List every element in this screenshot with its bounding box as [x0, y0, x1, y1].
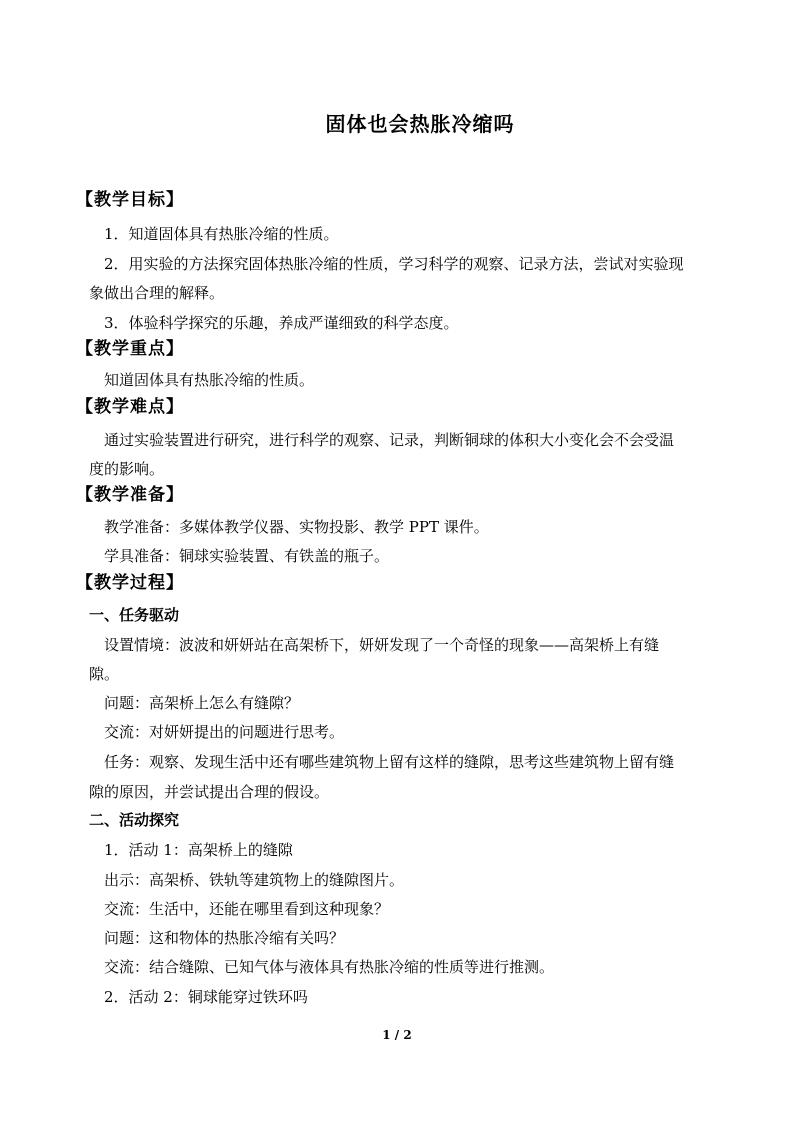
heading-goals: 【教学目标】: [76, 190, 184, 210]
task-4-line-1: 任务：观察、发现生活中还有哪些建筑物上留有这样的缝隙，思考这些建筑物上留有缝: [104, 753, 675, 771]
heading-difficulties: 【教学难点】: [76, 397, 184, 417]
activity-2: 出示：高架桥、铁轨等建筑物上的缝隙图片。: [104, 871, 405, 889]
page-number: 1 / 2: [382, 1028, 412, 1042]
task-1-line-2: 隙。: [89, 665, 120, 683]
difficulties-line-2: 度的影响。: [89, 460, 165, 478]
preparation-1: 教学准备：多媒体教学仪器、实物投影、教学 PPT 课件。: [104, 518, 489, 536]
heading-process: 【教学过程】: [76, 573, 184, 593]
goal-2-line-1: 2．用实验的方法探究固体热胀冷缩的性质，学习科学的观察、记录方法，尝试对实验现: [104, 255, 684, 273]
task-1-line-1: 设置情境：波波和妍妍站在高架桥下，妍妍发现了一个奇怪的现象——高架桥上有缝: [104, 636, 660, 654]
goal-1: 1．知道固体具有热胀冷缩的性质。: [104, 225, 339, 243]
activity-1: 1．活动 1：高架桥上的缝隙: [104, 841, 293, 859]
heading-activity: 二、活动探究: [89, 811, 180, 829]
task-2: 问题：高架桥上怎么有缝隙？: [104, 694, 300, 712]
activity-6: 2．活动 2：铜球能穿过铁环吗: [104, 988, 308, 1006]
preparation-2: 学具准备：铜球实验装置、有铁盖的瓶子。: [104, 547, 390, 565]
activity-4: 问题：这和物体的热胀冷缩有关吗？: [104, 929, 345, 947]
goal-2-line-2: 象做出合理的解释。: [89, 284, 225, 302]
heading-task-driven: 一、任务驱动: [89, 606, 180, 624]
page-title: 固体也会热胀冷缩吗: [325, 112, 515, 136]
activity-5: 交流：结合缝隙、已知气体与液体具有热胀冷缩的性质等进行推测。: [104, 958, 555, 976]
task-3: 交流：对妍妍提出的问题进行思考。: [104, 723, 345, 741]
key-points-text: 知道固体具有热胀冷缩的性质。: [104, 371, 315, 389]
heading-preparation: 【教学准备】: [76, 485, 184, 505]
activity-3: 交流：生活中，还能在哪里看到这种现象？: [104, 900, 390, 918]
task-4-line-2: 隙的原因，并尝试提出合理的假设。: [89, 783, 330, 801]
difficulties-line-1: 通过实验装置进行研究，进行科学的观察、记录，判断铜球的体积大小变化会不会受温: [104, 431, 675, 449]
goal-3: 3．体验科学探究的乐趣，养成严谨细致的科学态度。: [104, 314, 459, 332]
heading-key-points: 【教学重点】: [76, 339, 184, 359]
